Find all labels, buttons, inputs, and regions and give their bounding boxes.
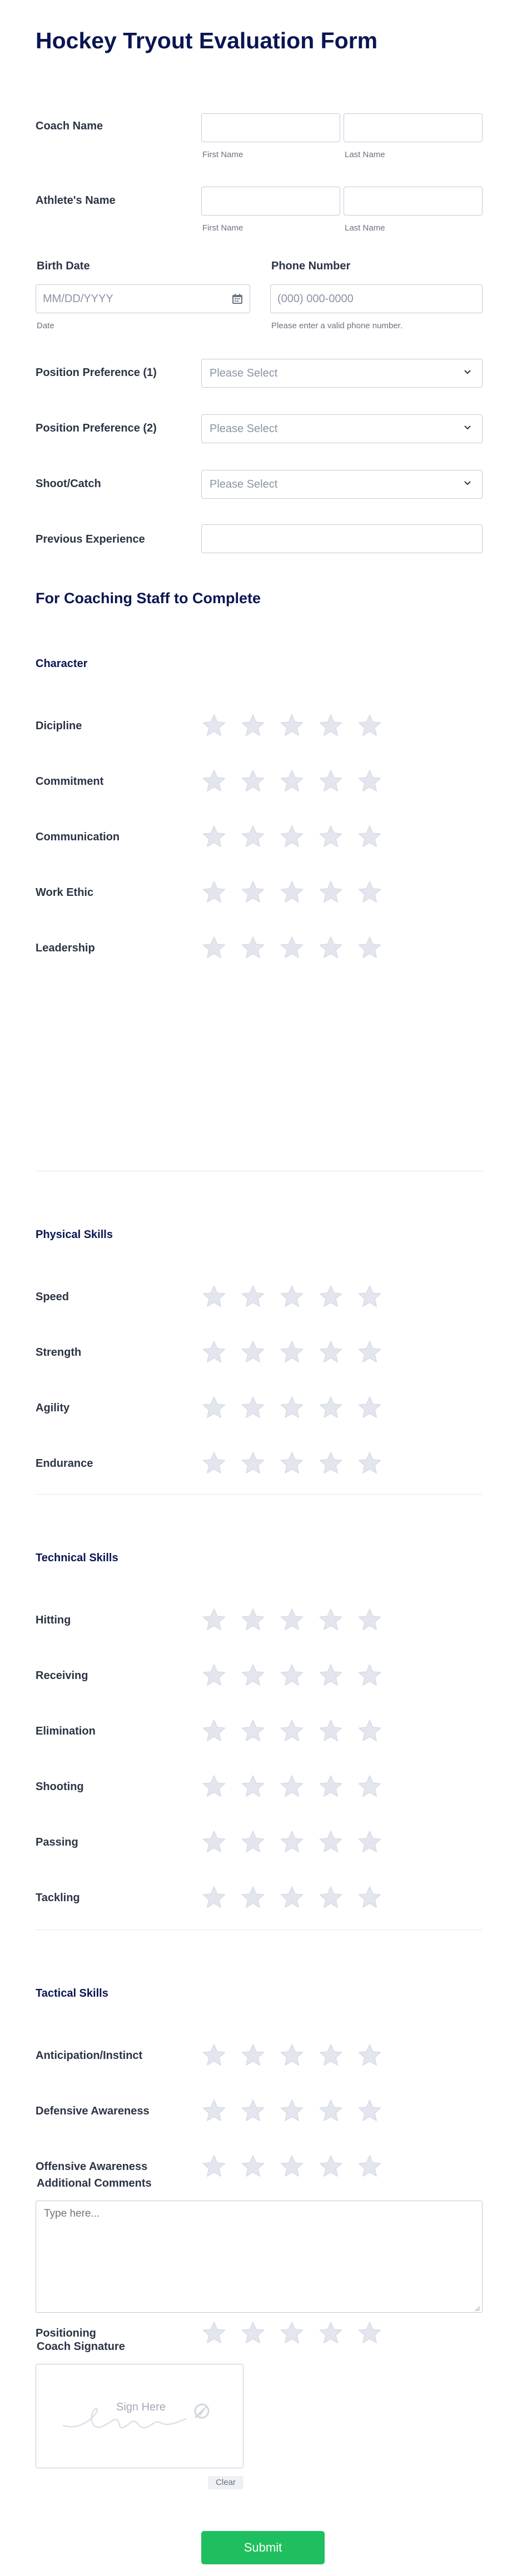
star-icon[interactable] xyxy=(201,1340,227,1365)
athlete-last-name-input[interactable] xyxy=(344,187,483,215)
coach-signature-label: Coach Signature xyxy=(37,2341,125,2353)
birth-date-sublabel: Date xyxy=(37,321,54,330)
star-icon[interactable] xyxy=(201,769,227,794)
star-icon[interactable] xyxy=(279,713,305,739)
rating-label: Tackling xyxy=(36,1892,80,1904)
star-icon[interactable] xyxy=(357,1885,382,1911)
star-icon[interactable] xyxy=(279,824,305,850)
star-icon[interactable] xyxy=(357,1340,382,1365)
star-icon[interactable] xyxy=(279,1774,305,1800)
star-icon[interactable] xyxy=(240,1830,266,1855)
star-icon[interactable] xyxy=(279,1395,305,1421)
phone-number-input[interactable] xyxy=(270,284,483,313)
star-icon[interactable] xyxy=(240,2043,266,2068)
star-icon[interactable] xyxy=(318,1451,344,1476)
star-icon[interactable] xyxy=(318,1718,344,1744)
star-icon[interactable] xyxy=(201,1395,227,1421)
star-icon[interactable] xyxy=(357,1607,382,1633)
star-rating[interactable] xyxy=(201,1718,382,1745)
star-icon[interactable] xyxy=(357,1451,382,1476)
star-icon[interactable] xyxy=(318,2321,344,2346)
star-icon[interactable] xyxy=(318,1607,344,1633)
star-icon[interactable] xyxy=(279,2154,305,2179)
star-icon[interactable] xyxy=(201,880,227,905)
star-icon[interactable] xyxy=(279,1830,305,1855)
shoot-catch-label: Shoot/Catch xyxy=(36,478,101,490)
rating-label: Elimination xyxy=(36,1725,96,1737)
star-icon[interactable] xyxy=(240,2154,266,2179)
section-divider xyxy=(36,1494,483,1495)
athlete-last-name-sublabel: Last Name xyxy=(345,223,385,233)
star-icon[interactable] xyxy=(240,1395,266,1421)
position-preference-1-value: Please Select xyxy=(210,367,278,379)
birth-date-input[interactable] xyxy=(36,284,250,313)
signature-hint: Sign Here xyxy=(116,2401,166,2413)
star-icon[interactable] xyxy=(201,935,227,961)
previous-experience-input[interactable] xyxy=(201,524,483,553)
rating-label: Leadership xyxy=(36,942,95,954)
signature-scribble-icon xyxy=(61,2398,227,2437)
phone-number-placeholder: (000) 000-0000 xyxy=(277,293,354,305)
rating-label: Positioning xyxy=(36,2327,96,2339)
clear-signature-button[interactable]: Clear xyxy=(208,2476,243,2489)
star-icon[interactable] xyxy=(240,2321,266,2346)
star-icon[interactable] xyxy=(318,2043,344,2068)
group-heading: Technical Skills xyxy=(36,1552,118,1564)
star-icon[interactable] xyxy=(279,1607,305,1633)
rating-label: Agility xyxy=(36,1402,70,1414)
position-preference-2-select[interactable] xyxy=(201,414,483,443)
star-icon[interactable] xyxy=(240,2098,266,2124)
star-icon[interactable] xyxy=(201,2154,227,2179)
star-rating[interactable] xyxy=(201,2154,382,2181)
star-rating[interactable] xyxy=(201,713,382,740)
shoot-catch-value: Please Select xyxy=(210,478,278,490)
star-icon[interactable] xyxy=(357,713,382,739)
star-icon[interactable] xyxy=(201,1885,227,1911)
star-icon[interactable] xyxy=(279,769,305,794)
star-rating[interactable] xyxy=(201,2321,382,2347)
star-rating[interactable] xyxy=(201,1340,382,1366)
rating-label: Commitment xyxy=(36,775,104,788)
previous-experience-label: Previous Experience xyxy=(36,533,145,545)
athlete-first-name-sublabel: First Name xyxy=(202,223,243,233)
position-preference-1-select[interactable] xyxy=(201,359,483,388)
star-icon[interactable] xyxy=(279,1718,305,1744)
star-rating[interactable] xyxy=(201,1774,382,1801)
group-heading: Physical Skills xyxy=(36,1229,113,1241)
star-rating[interactable] xyxy=(201,824,382,851)
star-icon[interactable] xyxy=(357,2321,382,2346)
group-heading: Character xyxy=(36,658,88,670)
star-rating[interactable] xyxy=(201,1830,382,1856)
star-rating[interactable] xyxy=(201,1395,382,1422)
star-icon[interactable] xyxy=(240,1774,266,1800)
rating-label: Passing xyxy=(36,1836,78,1848)
coach-name-label: Coach Name xyxy=(36,120,103,132)
star-icon[interactable] xyxy=(318,1340,344,1365)
star-icon[interactable] xyxy=(201,713,227,739)
star-icon[interactable] xyxy=(318,1663,344,1688)
shoot-catch-select[interactable] xyxy=(201,470,483,499)
star-icon[interactable] xyxy=(240,1607,266,1633)
star-icon[interactable] xyxy=(318,1885,344,1911)
star-icon[interactable] xyxy=(240,1663,266,1688)
page-title: Hockey Tryout Evaluation Form xyxy=(36,28,378,53)
star-icon[interactable] xyxy=(201,1607,227,1633)
star-icon[interactable] xyxy=(240,1284,266,1310)
calendar-icon[interactable] xyxy=(232,293,243,304)
phone-number-sublabel: Please enter a valid phone number. xyxy=(271,321,402,330)
star-icon[interactable] xyxy=(201,2321,227,2346)
star-icon[interactable] xyxy=(240,880,266,905)
star-icon[interactable] xyxy=(201,1774,227,1800)
star-rating[interactable] xyxy=(201,1663,382,1690)
star-icon[interactable] xyxy=(240,1340,266,1365)
star-rating[interactable] xyxy=(201,1451,382,1477)
position-preference-2-value: Please Select xyxy=(210,423,278,435)
rating-label: Speed xyxy=(36,1291,69,1303)
rating-label: Receiving xyxy=(36,1670,88,1682)
star-icon[interactable] xyxy=(279,2098,305,2124)
star-icon[interactable] xyxy=(240,713,266,739)
star-icon[interactable] xyxy=(318,880,344,905)
position-preference-1-label: Position Preference (1) xyxy=(36,367,157,379)
star-icon[interactable] xyxy=(318,935,344,961)
star-icon[interactable] xyxy=(279,880,305,905)
additional-comments-label: Additional Comments xyxy=(37,2177,152,2189)
star-icon[interactable] xyxy=(357,1718,382,1744)
resize-handle-icon[interactable] xyxy=(474,2305,480,2312)
star-icon[interactable] xyxy=(240,1885,266,1911)
star-rating[interactable] xyxy=(201,1284,382,1311)
star-icon[interactable] xyxy=(240,1451,266,1476)
star-icon[interactable] xyxy=(357,880,382,905)
rating-label: Endurance xyxy=(36,1457,93,1470)
star-rating[interactable] xyxy=(201,1885,382,1912)
star-icon[interactable] xyxy=(240,769,266,794)
phone-number-label: Phone Number xyxy=(271,260,351,272)
star-icon[interactable] xyxy=(201,2043,227,2068)
star-icon[interactable] xyxy=(201,1284,227,1310)
star-icon[interactable] xyxy=(279,2043,305,2068)
star-icon[interactable] xyxy=(201,1718,227,1744)
star-icon[interactable] xyxy=(279,1451,305,1476)
star-icon[interactable] xyxy=(357,2154,382,2179)
athlete-name-label: Athlete's Name xyxy=(36,194,116,207)
star-icon[interactable] xyxy=(357,769,382,794)
star-icon[interactable] xyxy=(357,1284,382,1310)
additional-comments-textarea[interactable] xyxy=(36,2201,483,2313)
star-icon[interactable] xyxy=(201,1451,227,1476)
star-icon[interactable] xyxy=(201,2098,227,2124)
chevron-down-icon xyxy=(462,422,473,433)
star-icon[interactable] xyxy=(279,1284,305,1310)
star-icon[interactable] xyxy=(318,713,344,739)
star-icon[interactable] xyxy=(357,1774,382,1800)
birth-date-placeholder: MM/DD/YYYY xyxy=(43,293,113,305)
star-icon[interactable] xyxy=(357,2043,382,2068)
rating-label: Strength xyxy=(36,1346,82,1359)
rating-label: Hitting xyxy=(36,1614,71,1626)
star-icon[interactable] xyxy=(357,824,382,850)
star-icon[interactable] xyxy=(240,935,266,961)
rating-label: Communication xyxy=(36,831,120,843)
group-heading: Tactical Skills xyxy=(36,1987,108,1999)
star-icon[interactable] xyxy=(240,824,266,850)
star-icon[interactable] xyxy=(318,824,344,850)
star-rating[interactable] xyxy=(201,935,382,962)
athlete-first-name-input[interactable] xyxy=(201,187,340,215)
coach-first-name-input[interactable] xyxy=(201,113,340,142)
rating-label: Offensive Awareness xyxy=(36,2161,148,2173)
rating-label: Defensive Awareness xyxy=(36,2105,150,2117)
star-icon[interactable] xyxy=(201,1663,227,1688)
rating-label: Anticipation/Instinct xyxy=(36,2049,143,2062)
coaching-staff-heading: For Coaching Staff to Complete xyxy=(36,590,261,607)
chevron-down-icon xyxy=(462,478,473,489)
rating-label: Work Ethic xyxy=(36,886,94,899)
star-icon[interactable] xyxy=(357,1395,382,1421)
star-rating[interactable] xyxy=(201,1607,382,1634)
star-icon[interactable] xyxy=(357,1830,382,1855)
coach-first-name-sublabel: First Name xyxy=(202,150,243,159)
star-icon[interactable] xyxy=(357,1663,382,1688)
star-icon[interactable] xyxy=(318,2154,344,2179)
position-preference-2-label: Position Preference (2) xyxy=(36,422,157,434)
star-rating[interactable] xyxy=(201,769,382,795)
star-rating[interactable] xyxy=(201,2043,382,2069)
star-icon[interactable] xyxy=(279,935,305,961)
rating-label: Dicipline xyxy=(36,720,82,732)
star-icon[interactable] xyxy=(357,2098,382,2124)
star-icon[interactable] xyxy=(279,2321,305,2346)
star-icon[interactable] xyxy=(318,2098,344,2124)
coach-last-name-sublabel: Last Name xyxy=(345,150,385,159)
star-icon[interactable] xyxy=(318,1284,344,1310)
star-icon[interactable] xyxy=(318,1395,344,1421)
star-icon[interactable] xyxy=(240,1718,266,1744)
star-icon[interactable] xyxy=(357,935,382,961)
star-icon[interactable] xyxy=(318,1774,344,1800)
star-icon[interactable] xyxy=(201,1830,227,1855)
star-icon[interactable] xyxy=(318,769,344,794)
star-icon[interactable] xyxy=(279,1340,305,1365)
coach-last-name-input[interactable] xyxy=(344,113,483,142)
star-rating[interactable] xyxy=(201,2098,382,2125)
birth-date-label: Birth Date xyxy=(37,260,90,272)
submit-button[interactable]: Submit xyxy=(201,2531,325,2564)
star-icon[interactable] xyxy=(318,1830,344,1855)
chevron-down-icon xyxy=(462,367,473,378)
signature-pad[interactable] xyxy=(36,2364,243,2468)
rating-label: Shooting xyxy=(36,1781,84,1793)
star-icon[interactable] xyxy=(201,824,227,850)
star-icon[interactable] xyxy=(279,1885,305,1911)
star-icon[interactable] xyxy=(279,1663,305,1688)
star-rating[interactable] xyxy=(201,880,382,906)
